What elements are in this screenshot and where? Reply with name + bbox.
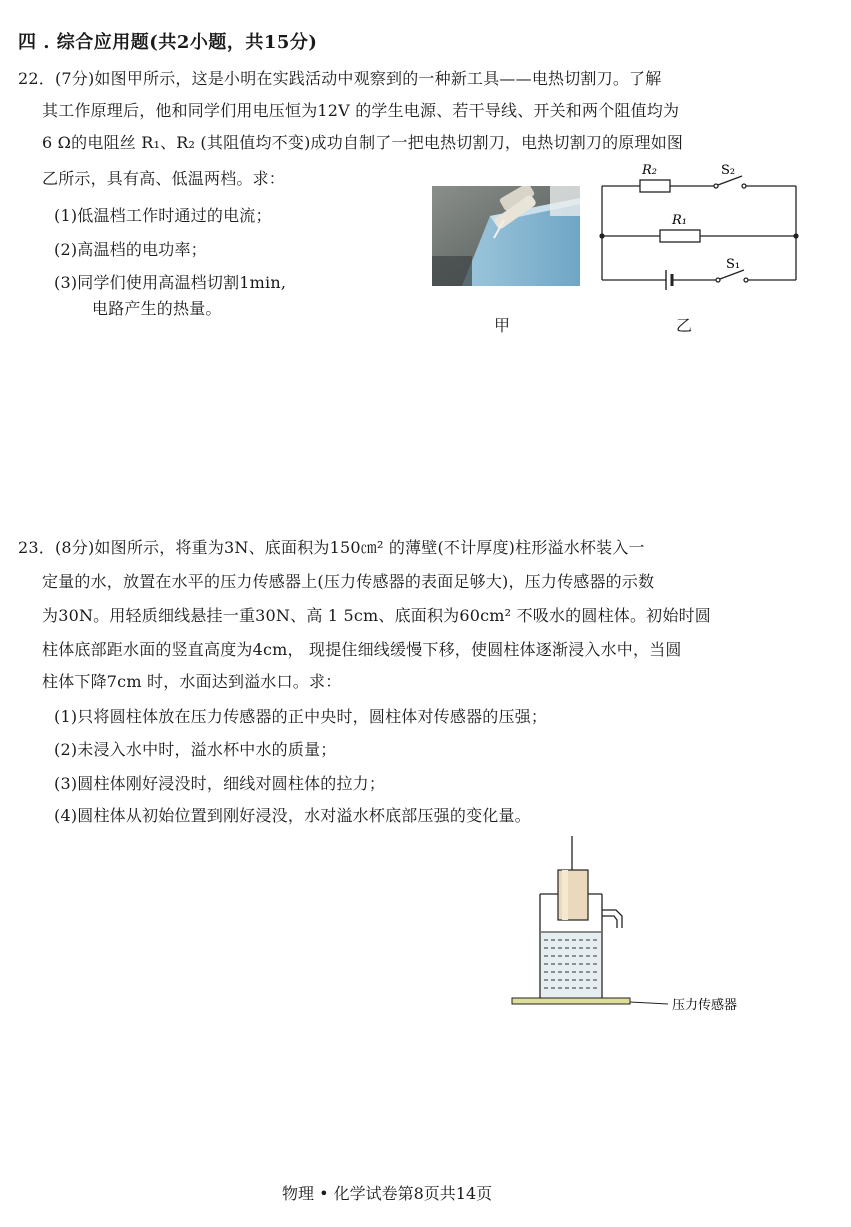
q22-sub-1: (1)低温档工作时通过的电流； bbox=[54, 206, 272, 225]
q23-line-1: 23．(8分)如图所示，将重为3N、底面积为150㎝² 的薄壁(不计厚度)柱形溢水杯装入一 bbox=[18, 538, 645, 557]
resistor-r2 bbox=[640, 180, 670, 192]
pressure-sensor bbox=[512, 998, 630, 1004]
q22-line-3: 6 Ω的电阻丝 R₁、R₂ (其阻值均不变)成功自制了一把电热切割刀，电热切割刀的原理如图 bbox=[42, 133, 684, 152]
label-s1: S₁ bbox=[726, 257, 741, 272]
overflow-spout bbox=[602, 910, 622, 928]
q23-line-2: 定量的水，放置在水平的压力传感器上(压力传感器的表面足够大)，压力传感器的示数 bbox=[42, 572, 655, 591]
figure-b-caption: 乙 bbox=[676, 316, 693, 335]
label-r2: R₂ bbox=[642, 163, 657, 178]
q23-line-5: 柱体下降7cm 时，水面达到溢水口。求： bbox=[42, 672, 342, 691]
q22-line-2: 其工作原理后，他和同学们用电压恒为12V 的学生电源、若干导线、开关和两个阻值均为 bbox=[42, 101, 680, 120]
q23-line-4: 柱体底部距水面的竖直高度为4cm， 现提住细线缓慢下移，使圆柱体逐渐浸入水中，当圆 bbox=[42, 640, 682, 659]
q23-sub-2: (2)未浸入水中时，溢水杯中水的质量； bbox=[54, 740, 337, 759]
figure-a-photo bbox=[432, 186, 580, 286]
hot-cutter-image bbox=[432, 186, 580, 286]
q23-sub-4: (4)圆柱体从初始位置到刚好浸没，水对溢水杯底部压强的变化量。 bbox=[54, 806, 531, 825]
section-title: 四 . 综合应用题(共2小题，共15分) bbox=[18, 32, 318, 53]
page-footer: 物理 • 化学试卷第8页共14页 bbox=[282, 1184, 493, 1203]
label-r1: R₁ bbox=[672, 213, 687, 228]
q23-line-3: 为30N。用轻质细线悬挂一重30N、高 1 5cm、底面积为60cm² 不吸水的圆柱体。初始时圆 bbox=[42, 606, 711, 625]
q22-sub-2: (2)高温档的电功率； bbox=[54, 240, 207, 259]
water bbox=[541, 932, 601, 998]
overflow-cup-diagram bbox=[504, 836, 774, 1016]
junction-right bbox=[793, 233, 798, 238]
figure-a-caption: 甲 bbox=[494, 316, 511, 335]
circuit-diagram bbox=[596, 160, 806, 300]
q22-line-4: 乙所示，具有高、低温两档。求： bbox=[42, 169, 286, 188]
q22-line-1: 22．(7分)如图甲所示，这是小明在实践活动中观察到的一种新工具——电热切割刀。了解 bbox=[18, 69, 662, 88]
q22-sub-3: (3)同学们使用高温档切割1min, bbox=[54, 273, 287, 292]
q23-sub-3: (3)圆柱体刚好浸没时，细线对圆柱体的拉力； bbox=[54, 774, 386, 793]
q22-sub-3-cont: 电路产生的热量。 bbox=[92, 299, 222, 318]
label-s2: S₂ bbox=[721, 163, 736, 178]
sensor-label: 压力传感器 bbox=[672, 998, 738, 1013]
q23-sub-1: (1)只将圆柱体放在压力传感器的正中央时，圆柱体对传感器的压强； bbox=[54, 707, 548, 726]
junction-left bbox=[599, 233, 604, 238]
resistor-r1 bbox=[660, 230, 700, 242]
